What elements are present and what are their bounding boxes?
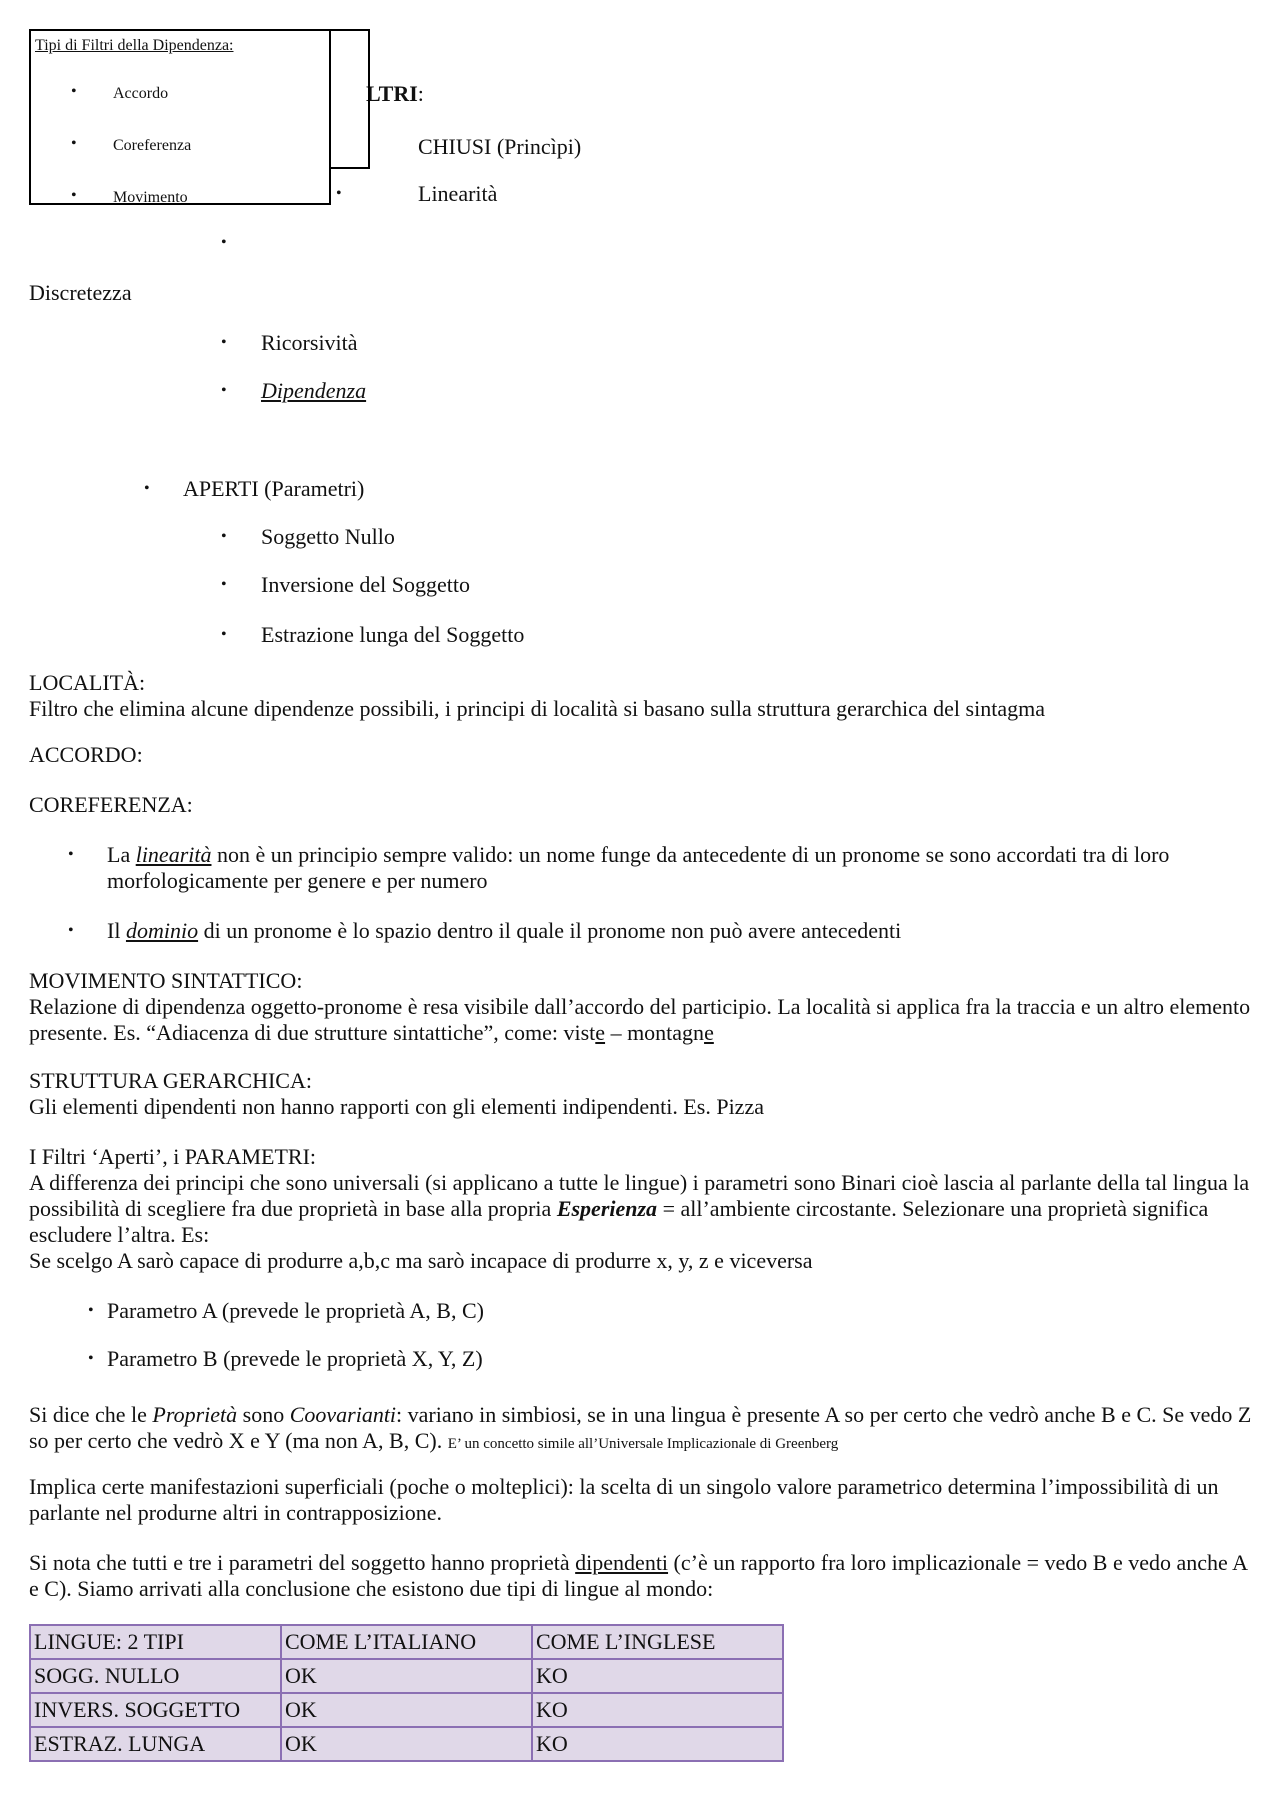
bullet-dot: • — [88, 1302, 94, 1319]
outline-open-item: Soggetto Nullo — [261, 524, 395, 549]
term-coovarianti: Coovarianti — [289, 1402, 397, 1427]
section-movimento — [29, 968, 1259, 1046]
textbox-title: Tipi di Filtri della Dipendenza: — [35, 37, 234, 54]
outline-open: APERTI (Parametri) — [183, 476, 365, 501]
bullet-dot: • — [221, 334, 227, 351]
outline-item-linearita: Linearità — [418, 181, 498, 206]
bullet-dot: • — [336, 185, 342, 202]
term-proprieta: Proprietà — [152, 1402, 238, 1427]
term-dominio: dominio — [125, 918, 199, 943]
bullet-dot: • — [68, 846, 74, 863]
lingue-table — [29, 1624, 784, 1762]
section-accordo: ACCORDO: — [29, 742, 143, 767]
section-title: STRUTTURA GERARCHICA: — [29, 1068, 312, 1093]
table-cell: LINGUE: 2 TIPI — [30, 1625, 281, 1659]
table-cell: SOGG. NULLO — [30, 1659, 281, 1693]
bullet-dot: • — [221, 576, 227, 593]
bullet-dot: • — [68, 922, 74, 939]
table-cell: INVERS. SOGGETTO — [30, 1693, 281, 1727]
bullet-dot: • — [221, 234, 227, 251]
section-implica: Implica certe manifestazioni superficiali (poche o molteplici): la scelta di un singolo valore parametrico determina l’impossibilità di un parlante nel produrne altri in contrapposizione. — [29, 1474, 1219, 1525]
bullet-dot: • — [71, 187, 77, 204]
bullet-dot: • — [144, 480, 150, 497]
section-localita — [29, 670, 1259, 722]
table-row — [30, 1693, 783, 1727]
section-text: Se scelgo A sarò capace di produrre a,b,c ma sarò incapace di produrre x, y, z e viceversa — [29, 1248, 813, 1273]
section-coreferenza: COREFERENZA: — [29, 792, 193, 817]
table-cell: KO — [532, 1727, 783, 1761]
coreferenza-bullet-2: Il dominio di un pronome è lo spazio dentro il quale il pronome non può avere antecedenti — [107, 918, 902, 943]
table-cell: ESTRAZ. LUNGA — [30, 1727, 281, 1761]
section-text: Gli elementi dipendenti non hanno rapporti con gli elementi indipendenti. Es. Pizza — [29, 1094, 764, 1119]
table-row — [30, 1727, 783, 1761]
bullet-dot: • — [71, 135, 77, 152]
bullet-dot: • — [221, 382, 227, 399]
bullet-dot: • — [221, 626, 227, 643]
outline-item-dipendenza: Dipendenza — [261, 378, 367, 403]
section-text: A differenza dei principi che sono universali (si applicano a tutte le lingue) i parametri sono Binari cioè lascia al parlante della tal lingua la possibilità di scegliere fra due proprietà in base alla propria Esperienza = all’ambiente circostante. Selezionare una proprietà significa escludere l’altra. Es: — [29, 1170, 1250, 1247]
outline-item-discretezza: Discretezza — [29, 280, 132, 305]
table-cell: OK — [281, 1727, 532, 1761]
section-parametri — [29, 1144, 1259, 1274]
parametro-b: Parametro B (prevede le proprietà X, Y, Z) — [107, 1346, 483, 1371]
table-row — [30, 1625, 783, 1659]
table-cell: OK — [281, 1693, 532, 1727]
table-cell: OK — [281, 1659, 532, 1693]
term-dipendenti: dipendenti — [575, 1550, 669, 1575]
table-row — [30, 1659, 783, 1693]
term-esperienza: Esperienza — [556, 1196, 658, 1221]
textbox-filtri — [29, 29, 331, 205]
bullet-dot: • — [221, 528, 227, 545]
outline-closed: CHIUSI (Princìpi) — [418, 134, 582, 159]
outline-open-item: Inversione del Soggetto — [261, 572, 470, 597]
textbox-item: Coreferenza — [113, 137, 192, 154]
outline-open-item: Estrazione lunga del Soggetto — [261, 622, 525, 647]
table-cell: COME L’ITALIANO — [281, 1625, 532, 1659]
coreferenza-bullet-1: La linearità non è un principio sempre valido: un nome funge da antecedente di un pronome se sono accordati tra di loro morfologicamente per genere e per numero — [107, 842, 1170, 893]
section-text: Filtro che elimina alcune dipendenze possibili, i principi di località si basano sulla struttura gerarchica del sintagma — [29, 696, 1045, 721]
textbox-item: Movimento — [113, 189, 188, 205]
bullet-dot: • — [71, 83, 77, 100]
textbox-item: Accordo — [113, 85, 169, 102]
term-linearita: linearità — [135, 842, 212, 867]
section-title: MOVIMENTO SINTATTICO: — [29, 968, 303, 993]
parametro-a: Parametro A (prevede le proprietà A, B, C) — [107, 1298, 484, 1323]
table-cell: COME L’INGLESE — [532, 1625, 783, 1659]
section-title: I Filtri ‘Aperti’, i PARAMETRI: — [29, 1144, 317, 1169]
outline-item-ricorsivita: Ricorsività — [261, 330, 358, 355]
section-title: LOCALITÀ: — [29, 670, 146, 695]
table-cell: KO — [532, 1659, 783, 1693]
heading-filtri: LTRI: — [366, 81, 424, 106]
section-covarianti: Si dice che le Proprietà sono Coovarianti: variano in simbiosi, se in una lingua è presente A so per certo che vedrò anche B e C. Se vedo Z so per certo che vedrò X e Y (ma non A, B, C). E’ un concetto simile all’Universale Implicazionale di Greenberg — [29, 1402, 1252, 1453]
section-text: Relazione di dipendenza oggetto-pronome è resa visibile dall’accordo del participio. La località si applica fra la traccia e un altro elemento presente. Es. “Adiacenza di due strutture sintattiche”, come: viste – montagne — [29, 994, 1251, 1045]
table-cell: KO — [532, 1693, 783, 1727]
section-conclusione: Si nota che tutti e tre i parametri del soggetto hanno proprietà dipendenti (c’è un rapporto fra loro implicazionale = vedo B e vedo anche A e C). Siamo arrivati alla conclusione che esistono due tipi di lingue al mondo: — [29, 1550, 1247, 1601]
textbox-frame — [328, 29, 370, 169]
note-greenberg: E’ un concetto simile all’Universale Implicazionale di Greenberg — [447, 1436, 839, 1452]
section-gerarchica — [29, 1068, 1259, 1120]
bullet-dot: • — [88, 1350, 94, 1367]
